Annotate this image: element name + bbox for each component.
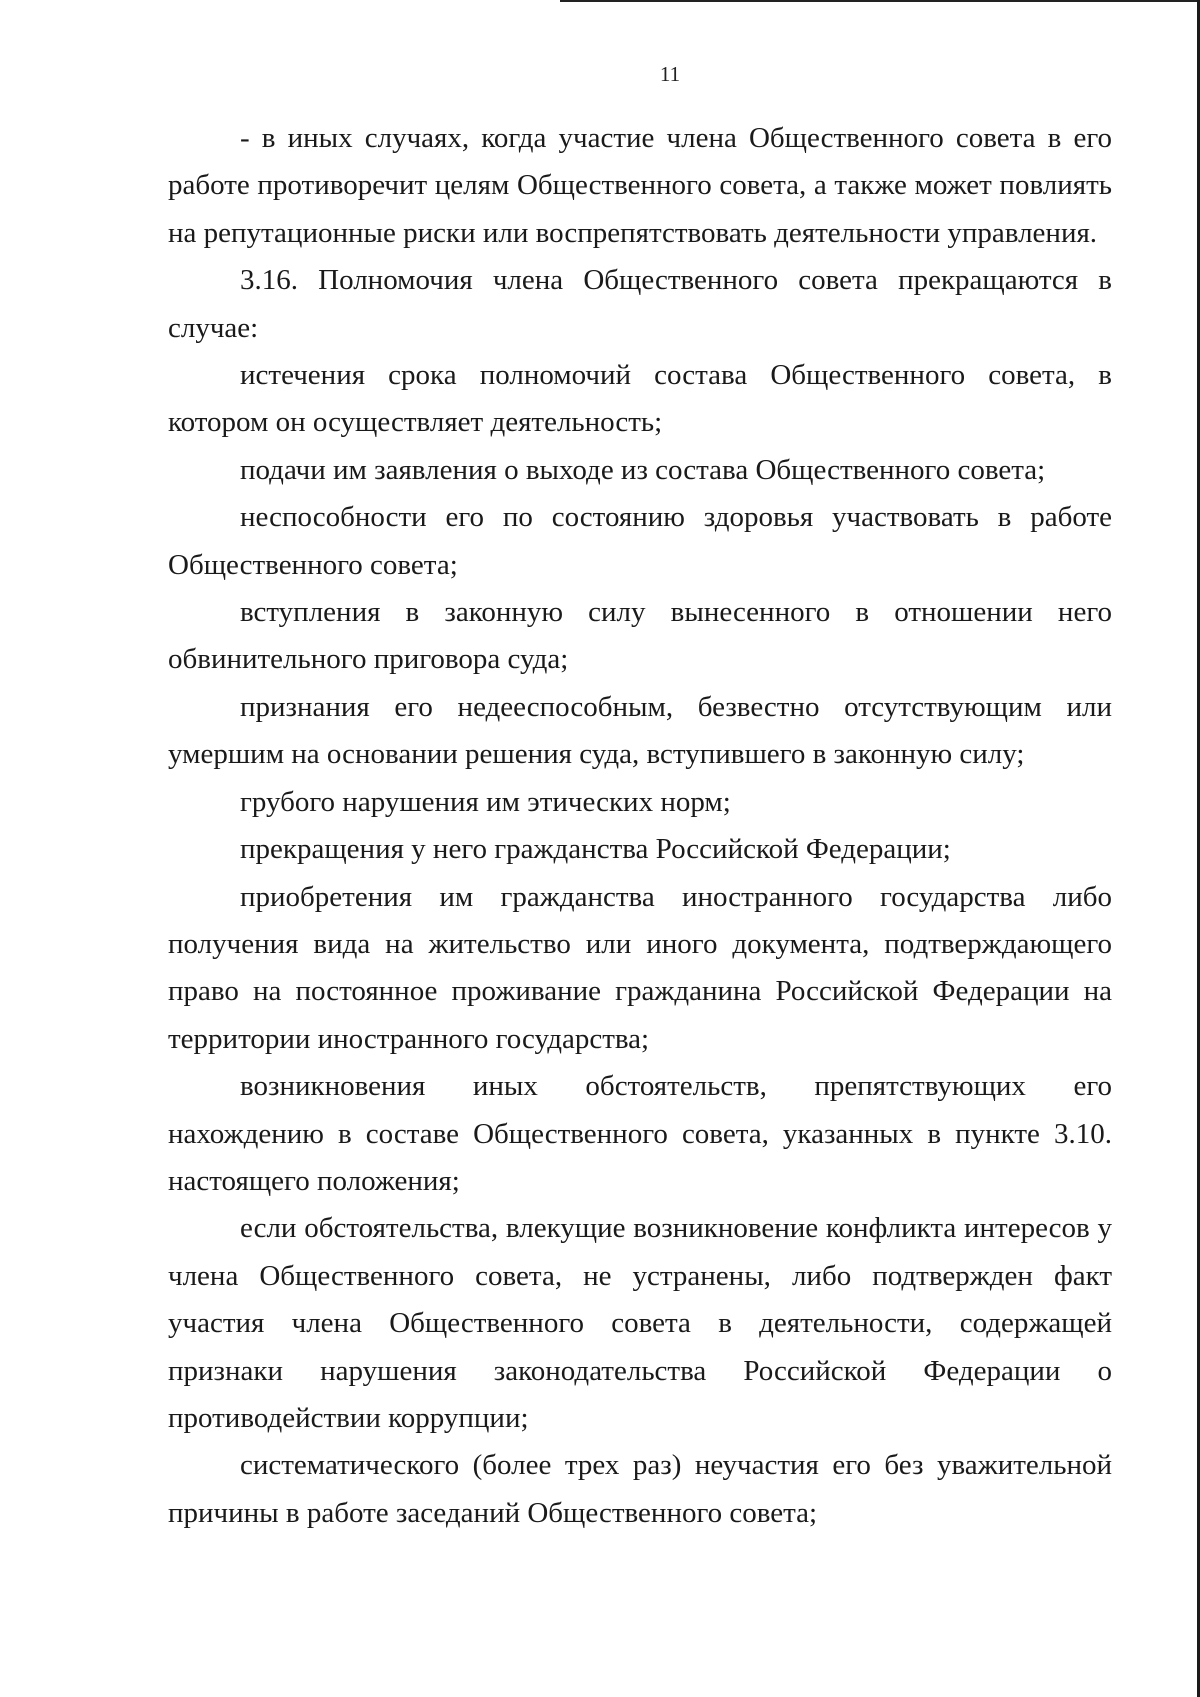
paragraph: если обстоятельства, влекущие возникновение конфликта интересов у члена Общественного совета, не устранены, либо подтвержден факт участия члена Общественного совета в деятельности, содержащей признаки нарушения законодательства Российской Федерации о противодействии коррупции; (168, 1212, 1112, 1434)
paragraph: систематического (более трех раз) неучастия его без уважительной причины в работе заседаний Общественного совета; (168, 1449, 1112, 1529)
paragraph: истечения срока полномочий состава Общественного совета, в котором он осуществляет деятельность; (168, 359, 1112, 439)
paragraph: вступления в законную силу вынесенного в отношении него обвинительного приговора суда; (168, 596, 1112, 676)
paragraph: приобретения им гражданства иностранного государства либо получения вида на жительство или иного документа, подтверждающего право на постоянное проживание гражданина Российской Федерации на территории иностранного государства; (168, 880, 1112, 1055)
paragraph: грубого нарушения им этических норм; (240, 785, 731, 818)
page-number: 11 (659, 62, 681, 86)
paragraph: 3.16. Полномочия члена Общественного совета прекращаются в случае: (168, 264, 1112, 344)
paragraph: - в иных случаях, когда участие члена Общественного совета в его работе противоречит целям Общественного совета, а также может повлиять на репутационные риски или воспрепятствовать деятельности управления. (168, 122, 1112, 249)
scan-edge-line (560, 0, 1200, 2)
paragraph: прекращения у него гражданства Российской Федерации; (240, 833, 951, 866)
paragraph: возникновения иных обстоятельств, препятствующих его нахождению в составе Общественного совета, указанных в пункте 3.10. настоящего положения; (168, 1070, 1112, 1197)
body-text (168, 115, 1112, 1537)
paragraph: признания его недееспособным, безвестно отсутствующим или умершим на основании решения суда, вступившего в законную силу; (168, 690, 1112, 771)
paragraph: подачи им заявления о выходе из состава Общественного совета; (240, 453, 1046, 486)
paragraph: неспособности его по состоянию здоровья участвовать в работе Общественного совета; (168, 501, 1112, 581)
